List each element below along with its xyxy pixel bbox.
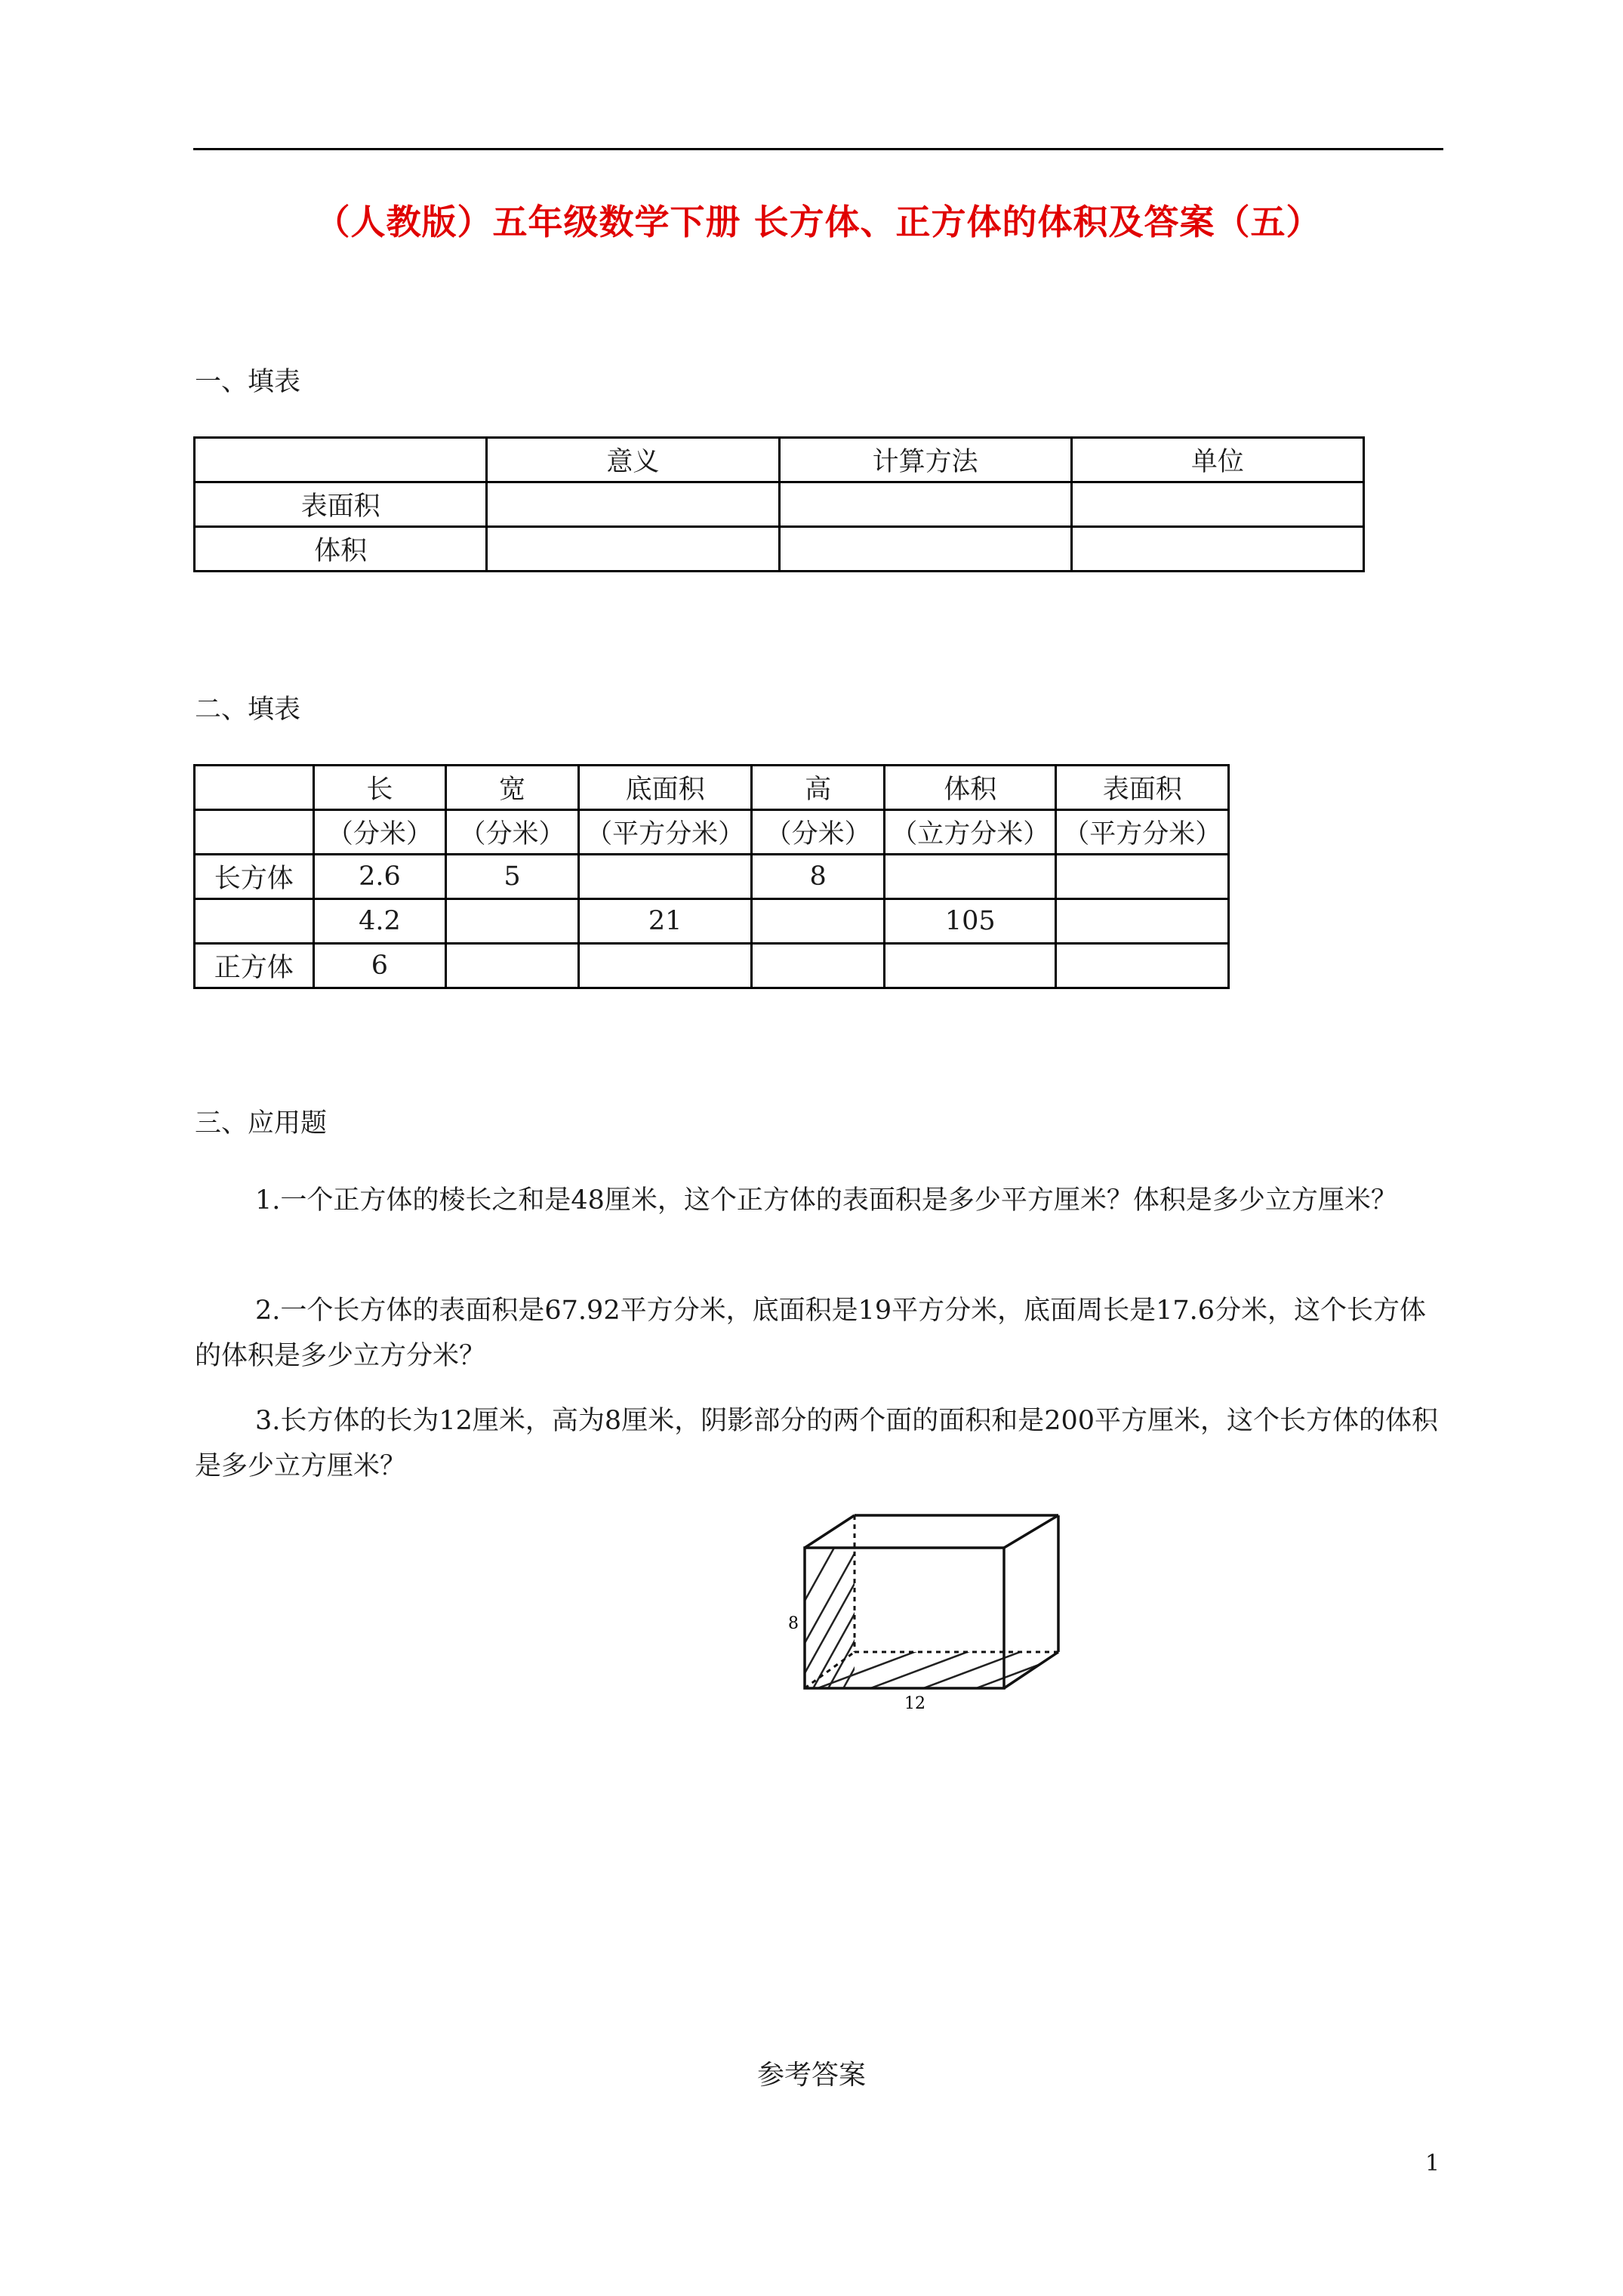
table-cell: 宽 [446, 766, 579, 810]
table-cell[interactable] [752, 899, 885, 944]
table-cell[interactable] [446, 944, 579, 988]
table-row [195, 482, 1364, 527]
height-label: 8 [788, 1614, 799, 1633]
table-cell: （平方分米） [578, 810, 751, 855]
problem-3: 3.长方体的长为12厘米，高为8厘米，阴影部分的两个面的面积和是200平方厘米，这个长方体的体积是多少立方厘米？ [195, 1406, 1439, 1481]
table-cell: 6 [313, 944, 446, 988]
table-cell: （分米） [446, 810, 579, 855]
table-cell: 单位 [1071, 438, 1363, 482]
table-cell: （分米） [313, 810, 446, 855]
table-cell: 表面积 [195, 482, 487, 527]
table-cell: 105 [884, 899, 1055, 944]
table-cell: （立方分米） [884, 810, 1055, 855]
table-cell[interactable] [1056, 855, 1229, 899]
problem-1: 1.一个正方体的棱长之和是48厘米，这个正方体的表面积是多少平方厘米？体积是多少立方厘米？ [255, 1185, 1397, 1216]
problem-2: 2.一个长方体的表面积是67.92平方分米，底面积是19平方分米，底面周长是17.6分米，这个长方体的体积是多少立方分米？ [195, 1296, 1427, 1371]
table-cell: 表面积 [1056, 766, 1229, 810]
answer-heading: 参考答案 [756, 2060, 866, 2091]
table-header-row [195, 810, 1229, 855]
table-cell[interactable] [487, 527, 779, 572]
table-cell [195, 766, 314, 810]
table-cell[interactable] [884, 944, 1055, 988]
table-cell: 2.6 [313, 855, 446, 899]
dimensions-table [193, 764, 1230, 989]
table-cell [195, 810, 314, 855]
table-cell: 21 [578, 899, 751, 944]
section-2-heading: 二、填表 [195, 695, 301, 725]
table-cell: （分米） [752, 810, 885, 855]
table-cell: 计算方法 [779, 438, 1071, 482]
section-1-heading: 一、填表 [195, 367, 301, 397]
table-cell: 底面积 [578, 766, 751, 810]
table-cell: 高 [752, 766, 885, 810]
table-cell: 5 [446, 855, 579, 899]
shaded-left-face [778, 1514, 898, 1712]
table-cell: 长方体 [195, 855, 314, 899]
table-cell: 意义 [487, 438, 779, 482]
table-cell[interactable] [1071, 482, 1363, 527]
table-cell[interactable] [487, 482, 779, 527]
table-cell[interactable] [446, 899, 579, 944]
table-cell: 体积 [884, 766, 1055, 810]
page-title: （人教版）五年级数学下册 长方体、正方体的体积及答案（五） [315, 202, 1322, 242]
table-row [195, 899, 1229, 944]
page-number: 1 [1425, 2150, 1440, 2177]
surface-volume-table [193, 436, 1365, 572]
table-cell: 正方体 [195, 944, 314, 988]
table-cell[interactable] [578, 944, 751, 988]
table-cell[interactable] [1056, 899, 1229, 944]
table-cell [195, 899, 314, 944]
table-cell[interactable] [1056, 944, 1229, 988]
table-cell [195, 438, 487, 482]
table-cell[interactable] [752, 944, 885, 988]
table-cell: （平方分米） [1056, 810, 1229, 855]
table-cell[interactable] [578, 855, 751, 899]
table-cell: 4.2 [313, 899, 446, 944]
table-row [195, 944, 1229, 988]
table-row [195, 527, 1364, 572]
table-cell: 8 [752, 855, 885, 899]
table-header-row [195, 438, 1364, 482]
table-cell: 长 [313, 766, 446, 810]
header-rule [193, 148, 1443, 150]
table-row [195, 855, 1229, 899]
table-cell[interactable] [884, 855, 1055, 899]
table-cell[interactable] [779, 527, 1071, 572]
table-cell[interactable] [779, 482, 1071, 527]
table-header-row [195, 766, 1229, 810]
length-label: 12 [904, 1694, 925, 1712]
section-3-heading: 三、应用题 [195, 1108, 328, 1139]
table-cell[interactable] [1071, 527, 1363, 572]
cuboid-figure [778, 1514, 1079, 1712]
table-cell: 体积 [195, 527, 487, 572]
